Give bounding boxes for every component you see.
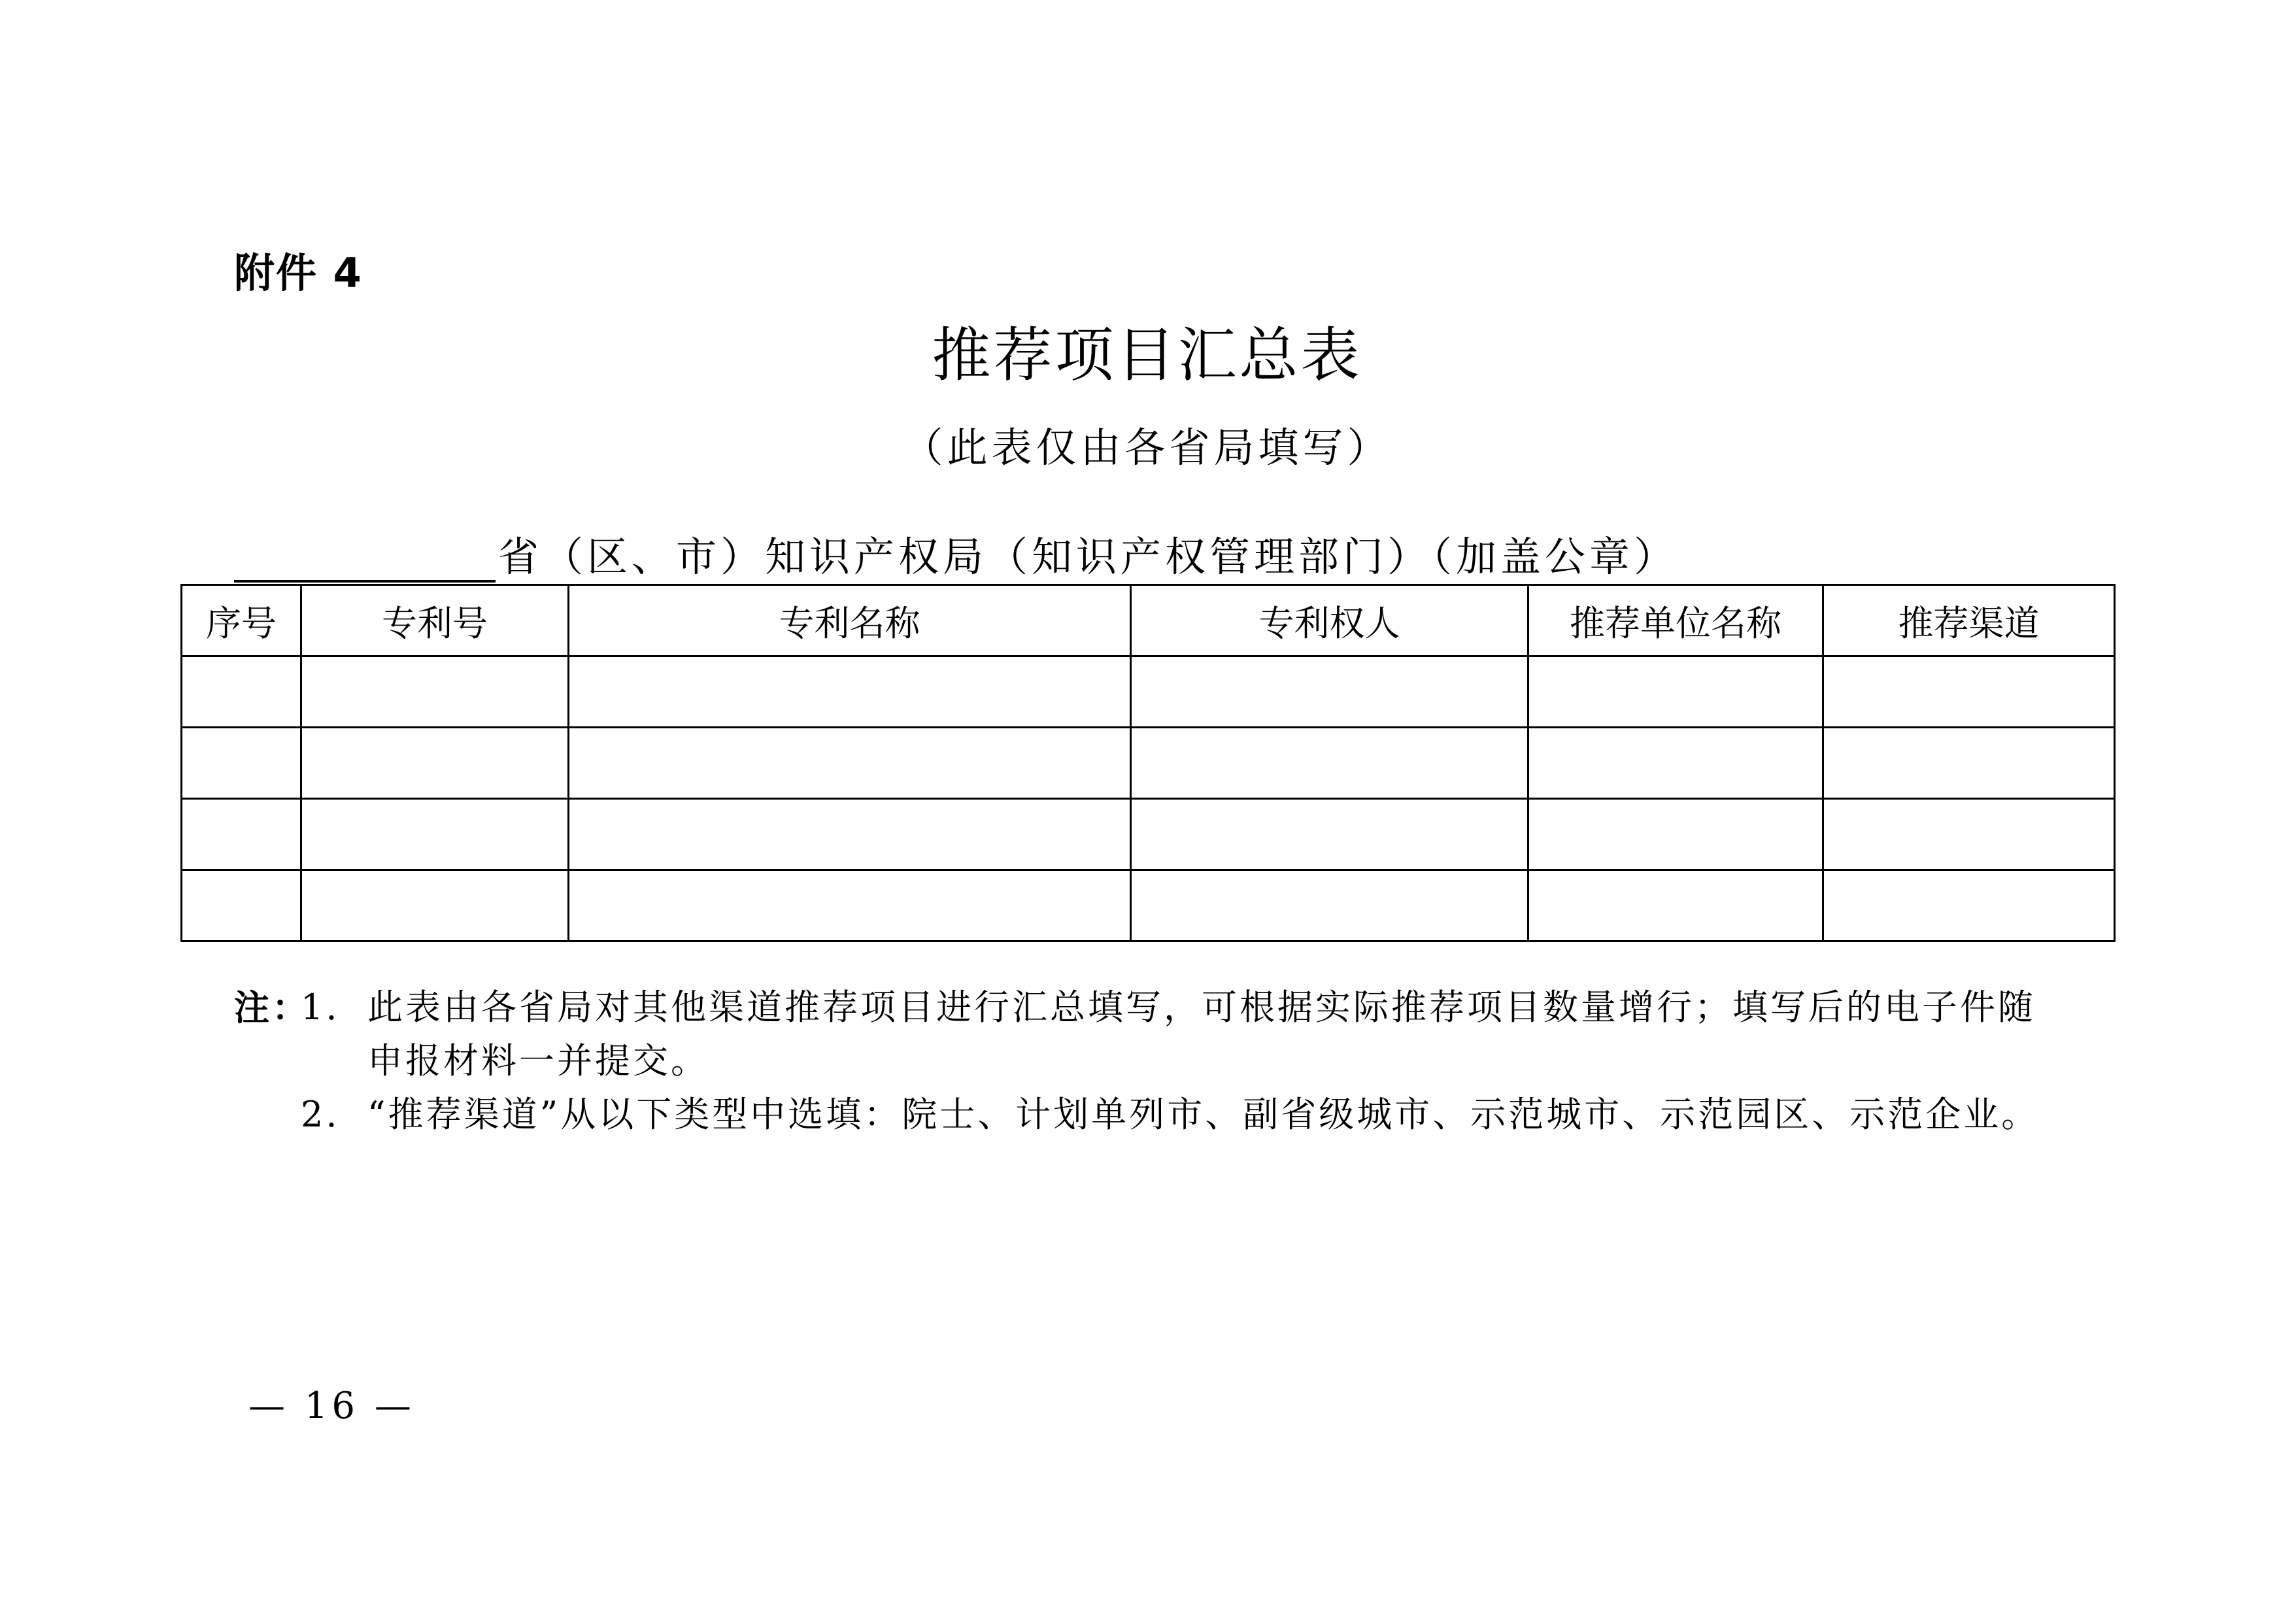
table-cell[interactable] <box>301 728 569 799</box>
table-row <box>182 656 2115 728</box>
table-cell[interactable] <box>182 870 301 941</box>
table-cell[interactable] <box>1131 799 1528 870</box>
header-index: 序号 <box>182 585 301 656</box>
table-cell[interactable] <box>301 656 569 728</box>
notes-section <box>234 981 2039 1142</box>
document-title: 推荐项目汇总表 <box>932 321 1362 390</box>
table-cell[interactable] <box>182 656 301 728</box>
header-recommender: 推荐单位名称 <box>1528 585 1823 656</box>
table-cell[interactable] <box>1131 728 1528 799</box>
header-channel: 推荐渠道 <box>1823 585 2115 656</box>
note-item-1 <box>234 981 2039 1034</box>
note-item-2 <box>234 1088 2039 1142</box>
table-row <box>182 728 2115 799</box>
table-cell[interactable] <box>182 728 301 799</box>
note-text: 申报材料一并提交。 <box>367 1040 709 1081</box>
table-cell[interactable] <box>569 728 1131 799</box>
table-row <box>182 799 2115 870</box>
table-cell[interactable] <box>1131 870 1528 941</box>
document-subtitle: （此表仅由各省局填写） <box>902 424 1392 471</box>
note-number: 1. <box>301 987 340 1028</box>
table-cell[interactable] <box>1528 656 1823 728</box>
table-header-row <box>182 585 2115 656</box>
table-row <box>182 870 2115 941</box>
note-text: 此表由各省局对其他渠道推荐项目进行汇总填写，可根据实际推荐项目数量增行；填写后的电子件随 <box>367 987 2036 1028</box>
table-cell[interactable] <box>569 870 1131 941</box>
table-cell[interactable] <box>1528 799 1823 870</box>
header-patentee: 专利权人 <box>1131 585 1528 656</box>
table-cell[interactable] <box>301 870 569 941</box>
table-cell[interactable] <box>1131 656 1528 728</box>
table-cell[interactable] <box>1823 656 2115 728</box>
header-patent-name: 专利名称 <box>569 585 1131 656</box>
table-cell[interactable] <box>1823 799 2115 870</box>
province-blank[interactable] <box>234 537 496 583</box>
table-cell[interactable] <box>1528 728 1823 799</box>
issuer-suffix: 省（区、市）知识产权局（知识产权管理部门）（加盖公章） <box>498 533 1679 581</box>
notes-lead: 注： <box>234 987 310 1028</box>
table-cell[interactable] <box>1823 870 2115 941</box>
table-cell[interactable] <box>569 799 1131 870</box>
page-number: — 16 — <box>248 1385 415 1427</box>
table-cell[interactable] <box>1823 728 2115 799</box>
issuer-line <box>234 524 1678 583</box>
header-patent-number: 专利号 <box>301 585 569 656</box>
table-cell[interactable] <box>1528 870 1823 941</box>
note-text: “推荐渠道”从以下类型中选填：院士、计划单列市、副省级城市、示范城市、示范园区、示范企业。 <box>367 1094 2040 1135</box>
attachment-label: 附件 4 <box>234 249 363 297</box>
summary-table <box>180 584 2116 942</box>
note-item-1-continued <box>234 1034 2039 1088</box>
note-number: 2. <box>301 1094 340 1135</box>
table-cell[interactable] <box>301 799 569 870</box>
table-cell[interactable] <box>569 656 1131 728</box>
table-cell[interactable] <box>182 799 301 870</box>
